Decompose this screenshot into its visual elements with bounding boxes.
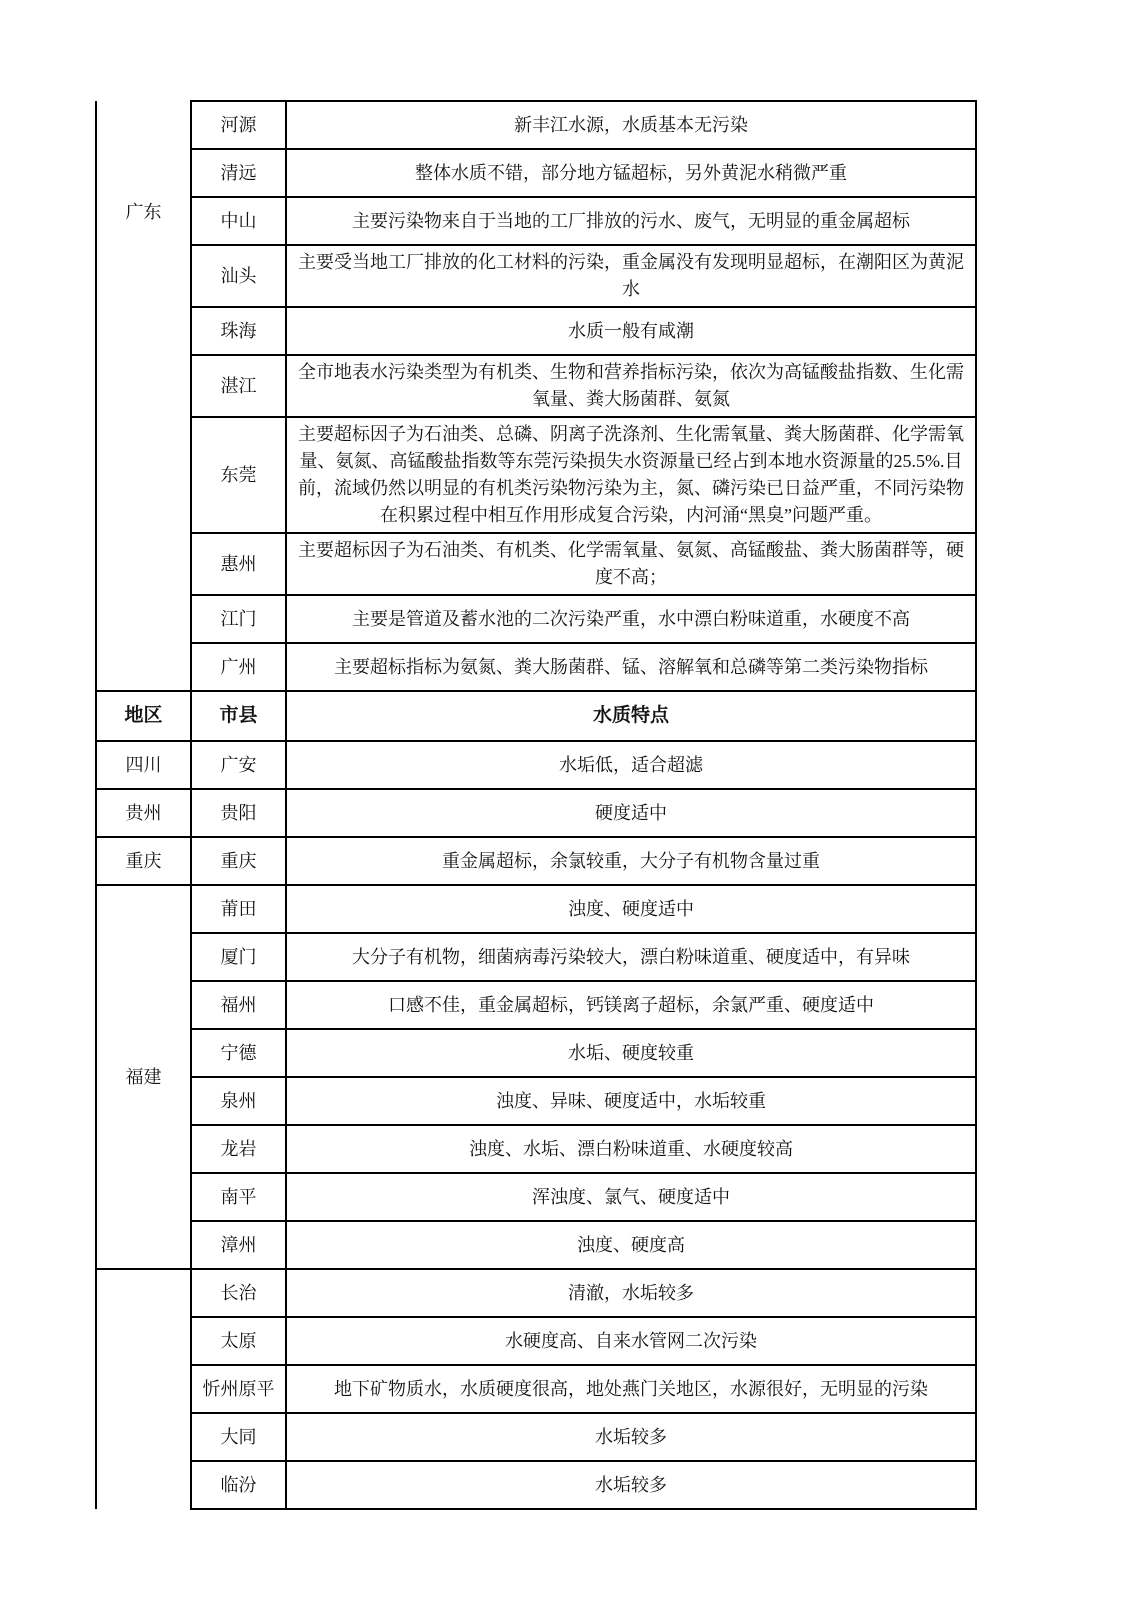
city-cell: 汕头 xyxy=(191,245,286,307)
feature-cell: 重金属超标，余氯较重，大分子有机物含量过重 xyxy=(286,837,976,885)
city-cell: 东莞 xyxy=(191,417,286,533)
region-cell xyxy=(96,1269,191,1509)
region-column-header: 地区 xyxy=(96,691,191,741)
city-cell: 太原 xyxy=(191,1317,286,1365)
city-cell: 中山 xyxy=(191,197,286,245)
region-cell xyxy=(96,789,191,837)
table-row xyxy=(96,981,976,1029)
feature-cell: 硬度适中 xyxy=(286,789,976,837)
table-row xyxy=(96,837,976,885)
region-cell xyxy=(96,741,191,789)
region-cell xyxy=(96,101,191,691)
feature-cell: 主要是管道及蓄水池的二次污染严重，水中漂白粉味道重，水硬度不高 xyxy=(286,595,976,643)
region-cell xyxy=(96,885,191,1269)
table-row xyxy=(96,933,976,981)
feature-cell: 水垢较多 xyxy=(286,1413,976,1461)
feature-cell: 新丰江水源，水质基本无污染 xyxy=(286,101,976,149)
city-cell: 泉州 xyxy=(191,1077,286,1125)
city-cell: 南平 xyxy=(191,1173,286,1221)
feature-cell: 主要超标因子为石油类、总磷、阴离子洗涤剂、生化需氧量、粪大肠菌群、化学需氧量、氨氮、高锰酸盐指数等东莞污染损失水资源量已经占到本地水资源量的25.5%.目前，流域仍然以明显的有机类污染物污染为主，氮、磷污染已日益严重，不同污染物在积累过程中相互作用形成复合污染，内河涌“黑臭”问题严重。 xyxy=(286,417,976,533)
feature-cell: 水垢、硬度较重 xyxy=(286,1029,976,1077)
table-row xyxy=(96,245,976,307)
table-row xyxy=(96,885,976,933)
region-label: 四川 xyxy=(125,754,162,775)
feature-cell: 主要超标指标为氨氮、粪大肠菌群、锰、溶解氧和总磷等第二类污染物指标 xyxy=(286,643,976,691)
table-row xyxy=(96,643,976,691)
city-cell: 广安 xyxy=(191,741,286,789)
table-row xyxy=(96,1365,976,1413)
feature-cell: 水垢低，适合超滤 xyxy=(286,741,976,789)
city-cell: 漳州 xyxy=(191,1221,286,1269)
feature-cell: 浊度、异味、硬度适中，水垢较重 xyxy=(286,1077,976,1125)
feature-cell: 水硬度高、自来水管网二次污染 xyxy=(286,1317,976,1365)
table-row xyxy=(96,1413,976,1461)
table-row xyxy=(96,533,976,595)
table-row xyxy=(96,1317,976,1365)
feature-cell: 浊度、硬度高 xyxy=(286,1221,976,1269)
region-label: 重庆 xyxy=(125,850,162,871)
table-row xyxy=(96,197,976,245)
feature-cell: 全市地表水污染类型为有机类、生物和营养指标污染，依次为高锰酸盐指数、生化需氧量、粪大肠菌群、氨氮 xyxy=(286,355,976,417)
city-cell: 龙岩 xyxy=(191,1125,286,1173)
feature-cell: 水垢较多 xyxy=(286,1461,976,1509)
water-quality-table-body xyxy=(96,101,976,1509)
feature-cell: 浑浊度、氯气、硬度适中 xyxy=(286,1173,976,1221)
table-row xyxy=(96,101,976,149)
city-cell: 贵阳 xyxy=(191,789,286,837)
city-cell: 重庆 xyxy=(191,837,286,885)
table-row xyxy=(96,417,976,533)
city-column-header: 市县 xyxy=(191,691,286,741)
feature-cell: 清澈，水垢较多 xyxy=(286,1269,976,1317)
table-row xyxy=(96,1173,976,1221)
table-row xyxy=(96,1221,976,1269)
feature-cell: 大分子有机物，细菌病毒污染较大，漂白粉味道重、硬度适中，有异味 xyxy=(286,933,976,981)
feature-cell: 主要超标因子为石油类、有机类、化学需氧量、氨氮、高锰酸盐、粪大肠菌群等，硬度不高； xyxy=(286,533,976,595)
table-row xyxy=(96,1029,976,1077)
region-label: 福建 xyxy=(125,1066,162,1087)
table-row xyxy=(96,307,976,355)
city-cell: 厦门 xyxy=(191,933,286,981)
city-cell: 河源 xyxy=(191,101,286,149)
city-cell: 莆田 xyxy=(191,885,286,933)
city-cell: 广州 xyxy=(191,643,286,691)
region-label: 贵州 xyxy=(125,802,162,823)
table-row xyxy=(96,1269,976,1317)
table-row xyxy=(96,355,976,417)
feature-cell: 整体水质不错，部分地方锰超标，另外黄泥水稍微严重 xyxy=(286,149,976,197)
region-cell xyxy=(96,837,191,885)
city-cell: 大同 xyxy=(191,1413,286,1461)
feature-cell: 浊度、硬度适中 xyxy=(286,885,976,933)
city-cell: 临汾 xyxy=(191,1461,286,1509)
city-cell: 忻州原平 xyxy=(191,1365,286,1413)
table-row xyxy=(96,1077,976,1125)
feature-cell: 主要受当地工厂排放的化工材料的污染，重金属没有发现明显超标，在潮阳区为黄泥水 xyxy=(286,245,976,307)
feature-cell: 水质一般有咸潮 xyxy=(286,307,976,355)
city-cell: 清远 xyxy=(191,149,286,197)
region-label: 广东 xyxy=(125,202,162,222)
city-cell: 珠海 xyxy=(191,307,286,355)
city-cell: 江门 xyxy=(191,595,286,643)
table-row xyxy=(96,595,976,643)
feature-cell: 口感不佳，重金属超标，钙镁离子超标，余氯严重、硬度适中 xyxy=(286,981,976,1029)
table-row xyxy=(96,149,976,197)
city-cell: 湛江 xyxy=(191,355,286,417)
water-quality-table xyxy=(95,100,977,1510)
city-cell: 惠州 xyxy=(191,533,286,595)
table-row xyxy=(96,741,976,789)
feature-cell: 地下矿物质水，水质硬度很高，地处燕门关地区，水源很好，无明显的污染 xyxy=(286,1365,976,1413)
table-row xyxy=(96,789,976,837)
city-cell: 宁德 xyxy=(191,1029,286,1077)
table-row xyxy=(96,1125,976,1173)
feature-column-header: 水质特点 xyxy=(286,691,976,741)
feature-cell: 主要污染物来自于当地的工厂排放的污水、废气，无明显的重金属超标 xyxy=(286,197,976,245)
city-cell: 福州 xyxy=(191,981,286,1029)
column-header-row xyxy=(96,691,976,741)
table-row xyxy=(96,1461,976,1509)
feature-cell: 浊度、水垢、漂白粉味道重、水硬度较高 xyxy=(286,1125,976,1173)
city-cell: 长治 xyxy=(191,1269,286,1317)
